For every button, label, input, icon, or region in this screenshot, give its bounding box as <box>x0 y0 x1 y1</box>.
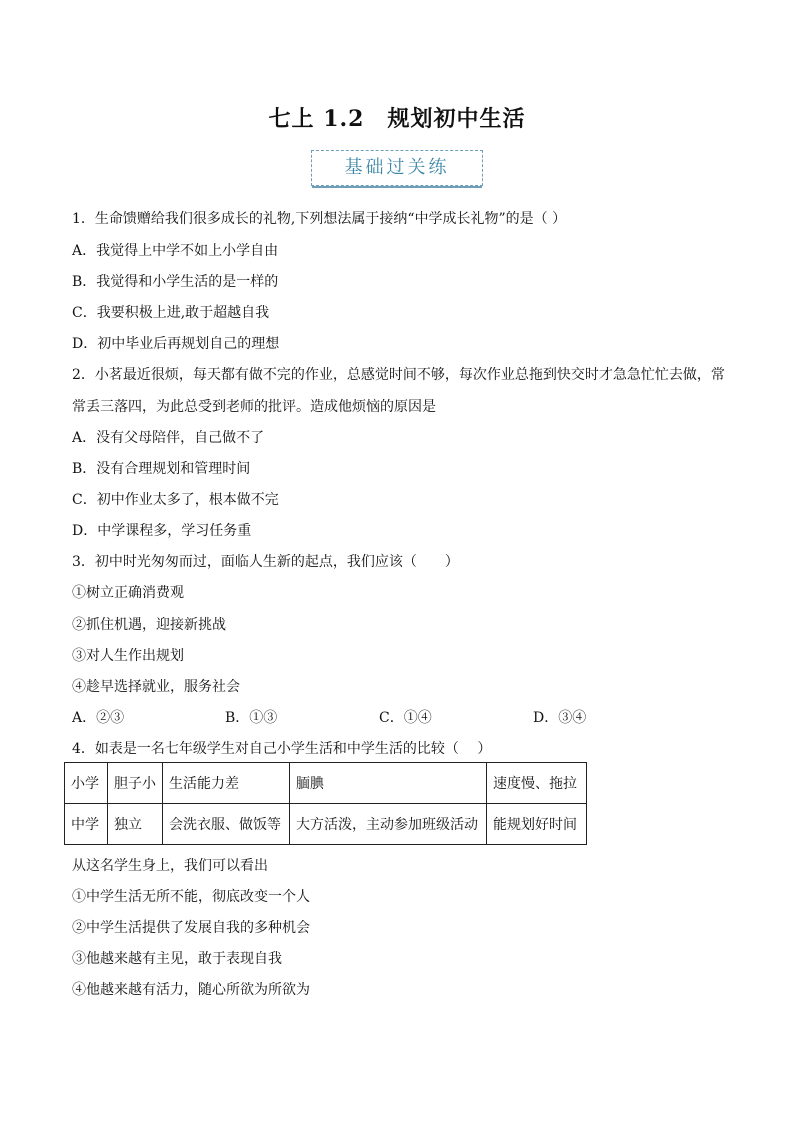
question-3-option-c: C．①④ <box>379 710 432 726</box>
table-cell: 速度慢、拖拉 <box>487 763 587 804</box>
question-2-option-b: B．没有合理规划和管理时间 <box>72 461 251 477</box>
question-3-option-b: B．①③ <box>225 710 278 726</box>
question-2-option-a: A．没有父母陪伴，自己做不了 <box>72 430 265 446</box>
question-3-option-a: A．②③ <box>72 710 125 726</box>
question-4-item-2: ②中学生活提供了发展自我的多种机会 <box>72 920 310 936</box>
question-1-stem: 1．生命馈赠给我们很多成长的礼物,下列想法属于接纳“中学成长礼物”的是（ ） <box>72 211 567 227</box>
question-4-item-3: ③他越来越有主见，敢于表现自我 <box>72 951 282 967</box>
comparison-table <box>64 762 587 845</box>
question-4-after-text: 从这名学生身上，我们可以看出 <box>72 858 268 874</box>
table-cell: 中学 <box>65 804 108 845</box>
question-3-item-1: ①树立正确消费观 <box>72 585 184 601</box>
question-4-item-4: ④他越来越有活力，随心所欲为所欲为 <box>72 982 310 998</box>
question-2-option-c: C．初中作业太多了，根本做不完 <box>72 492 279 508</box>
question-3-stem: 3．初中时光匆匆而过，面临人生新的起点，我们应该（ ） <box>72 554 459 570</box>
table-cell: 能规划好时间 <box>487 804 587 845</box>
question-2-option-d: D．中学课程多，学习任务重 <box>72 523 252 539</box>
question-1-option-d: D．初中毕业后再规划自己的理想 <box>72 336 280 352</box>
question-3-item-4: ④趁早选择就业，服务社会 <box>72 679 240 695</box>
page-title: 七上 1.2 规划初中生活 <box>268 106 526 132</box>
section-label: 基础过关练 <box>311 150 483 186</box>
question-4-item-1: ①中学生活无所不能，彻底改变一个人 <box>72 889 310 905</box>
table-cell: 小学 <box>65 763 108 804</box>
question-1-option-b: B．我觉得和小学生活的是一样的 <box>72 274 279 290</box>
question-2-stem-line1: 2．小茗最近很烦，每天都有做不完的作业，总感觉时间不够，每次作业总拖到快交时才急急忙忙去做，常 <box>72 367 725 383</box>
table-row <box>65 804 587 845</box>
question-2-stem-line2: 常丢三落四，为此总受到老师的批评。造成他烦恼的原因是 <box>72 399 436 415</box>
question-3-item-2: ②抓住机遇，迎接新挑战 <box>72 617 226 633</box>
table-cell: 大方活泼，主动参加班级活动 <box>290 804 487 845</box>
table-cell: 会洗衣服、做饭等 <box>163 804 290 845</box>
question-4-stem: 4．如表是一名七年级学生对自己小学生活和中学生活的比较（ ） <box>72 741 492 757</box>
question-1-option-c: C．我要积极上进,敢于超越自我 <box>72 305 270 321</box>
table-cell: 生活能力差 <box>163 763 290 804</box>
question-1-option-a: A．我觉得上中学不如上小学自由 <box>72 243 279 259</box>
question-3-option-d: D．③④ <box>533 710 587 726</box>
question-3-item-3: ③对人生作出规划 <box>72 648 184 664</box>
table-cell: 独立 <box>108 804 163 845</box>
table-row <box>65 763 587 804</box>
table-cell: 腼腆 <box>290 763 487 804</box>
table-cell: 胆子小 <box>108 763 163 804</box>
